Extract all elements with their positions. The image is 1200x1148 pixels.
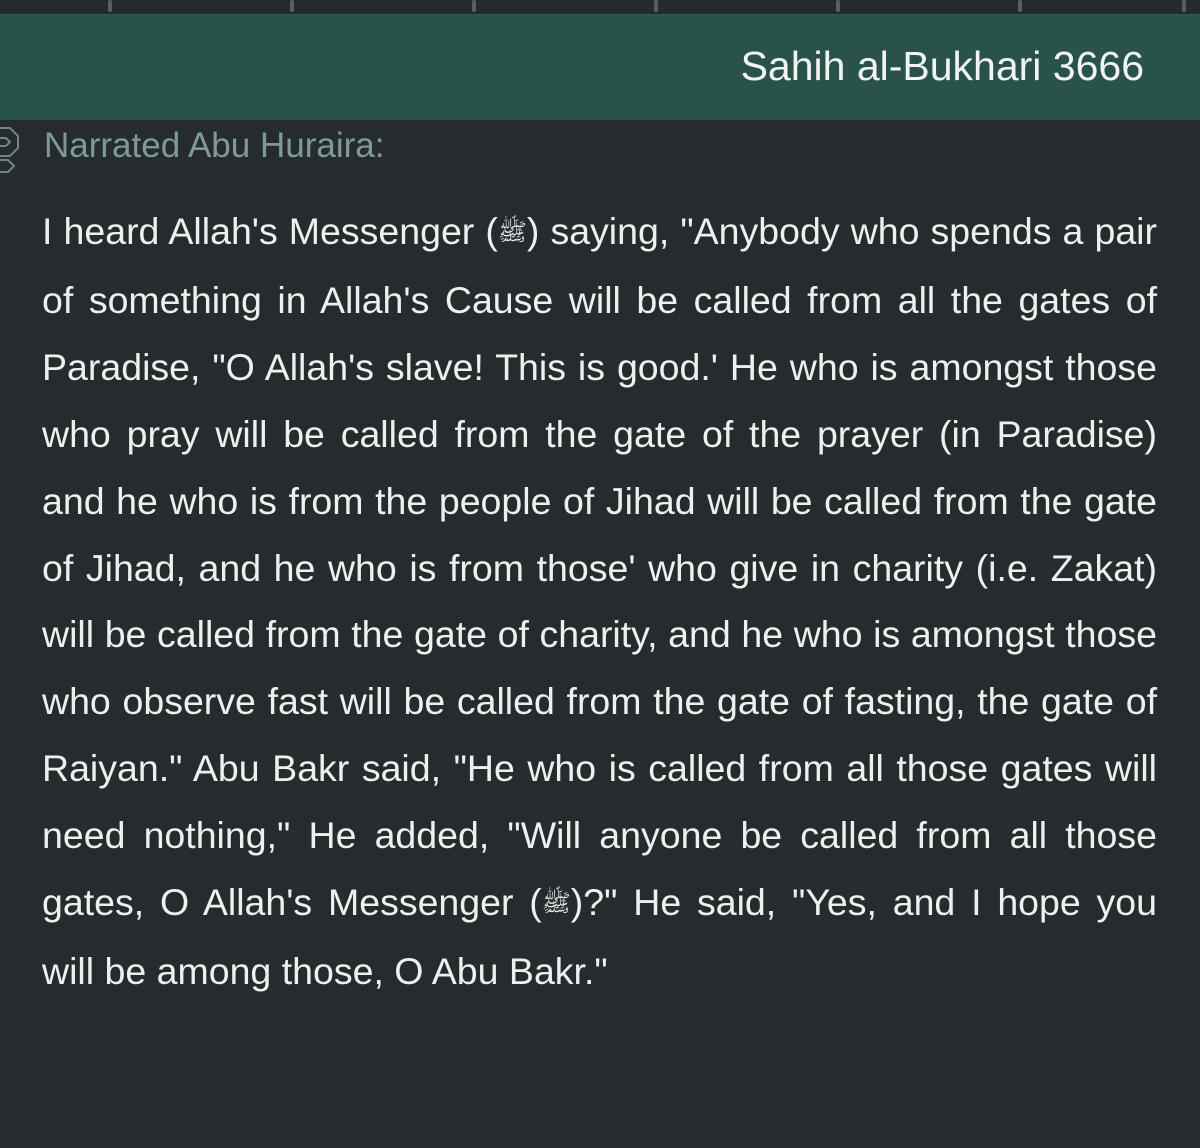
honorific-glyph: ﷺ xyxy=(497,219,527,246)
ornament-icon xyxy=(0,124,26,174)
hadith-text-part: )?" He said, "Yes, and I hope you will be among those, O Abu Bakr." xyxy=(42,881,1158,992)
strip-tick xyxy=(1018,0,1022,12)
strip-tick xyxy=(1182,0,1186,12)
hadith-text-part: I heard Allah's Messenger ( xyxy=(42,210,498,252)
top-strip xyxy=(0,0,1200,14)
hadith-header xyxy=(0,14,1200,120)
strip-tick xyxy=(108,0,112,12)
strip-tick xyxy=(290,0,294,12)
honorific-glyph: ﷺ xyxy=(541,890,571,918)
strip-tick xyxy=(836,0,840,12)
strip-tick xyxy=(472,0,476,12)
hadith-text xyxy=(42,198,1157,1005)
strip-tick xyxy=(654,0,658,12)
hadith-reference-title[interactable]: Sahih al-Bukhari 3666 xyxy=(740,43,1144,89)
hadith-text-part: ) saying, "Anybody who spends a pair of something in Allah's Cause will be called from all the gates of Paradise, "O Allah's slave! This is good.' He who is amongst those who pray will be called from the gate of the prayer (in Paradise) and he who is from the people of Jihad will be called from the gate of Jihad, and he who is from those' who give in charity (i.e. Zakat) will be called from the gate of charity, and he who is amongst those who observe fast will be called from the gate of fasting, the gate of Raiyan." Abu Bakr said, "He who is called from all those gates will need nothing," He added, "Will anyone be called from all those gates, O Allah's Messenger ( xyxy=(42,210,1157,924)
narrator-line: Narrated Abu Huraira: xyxy=(44,126,385,165)
